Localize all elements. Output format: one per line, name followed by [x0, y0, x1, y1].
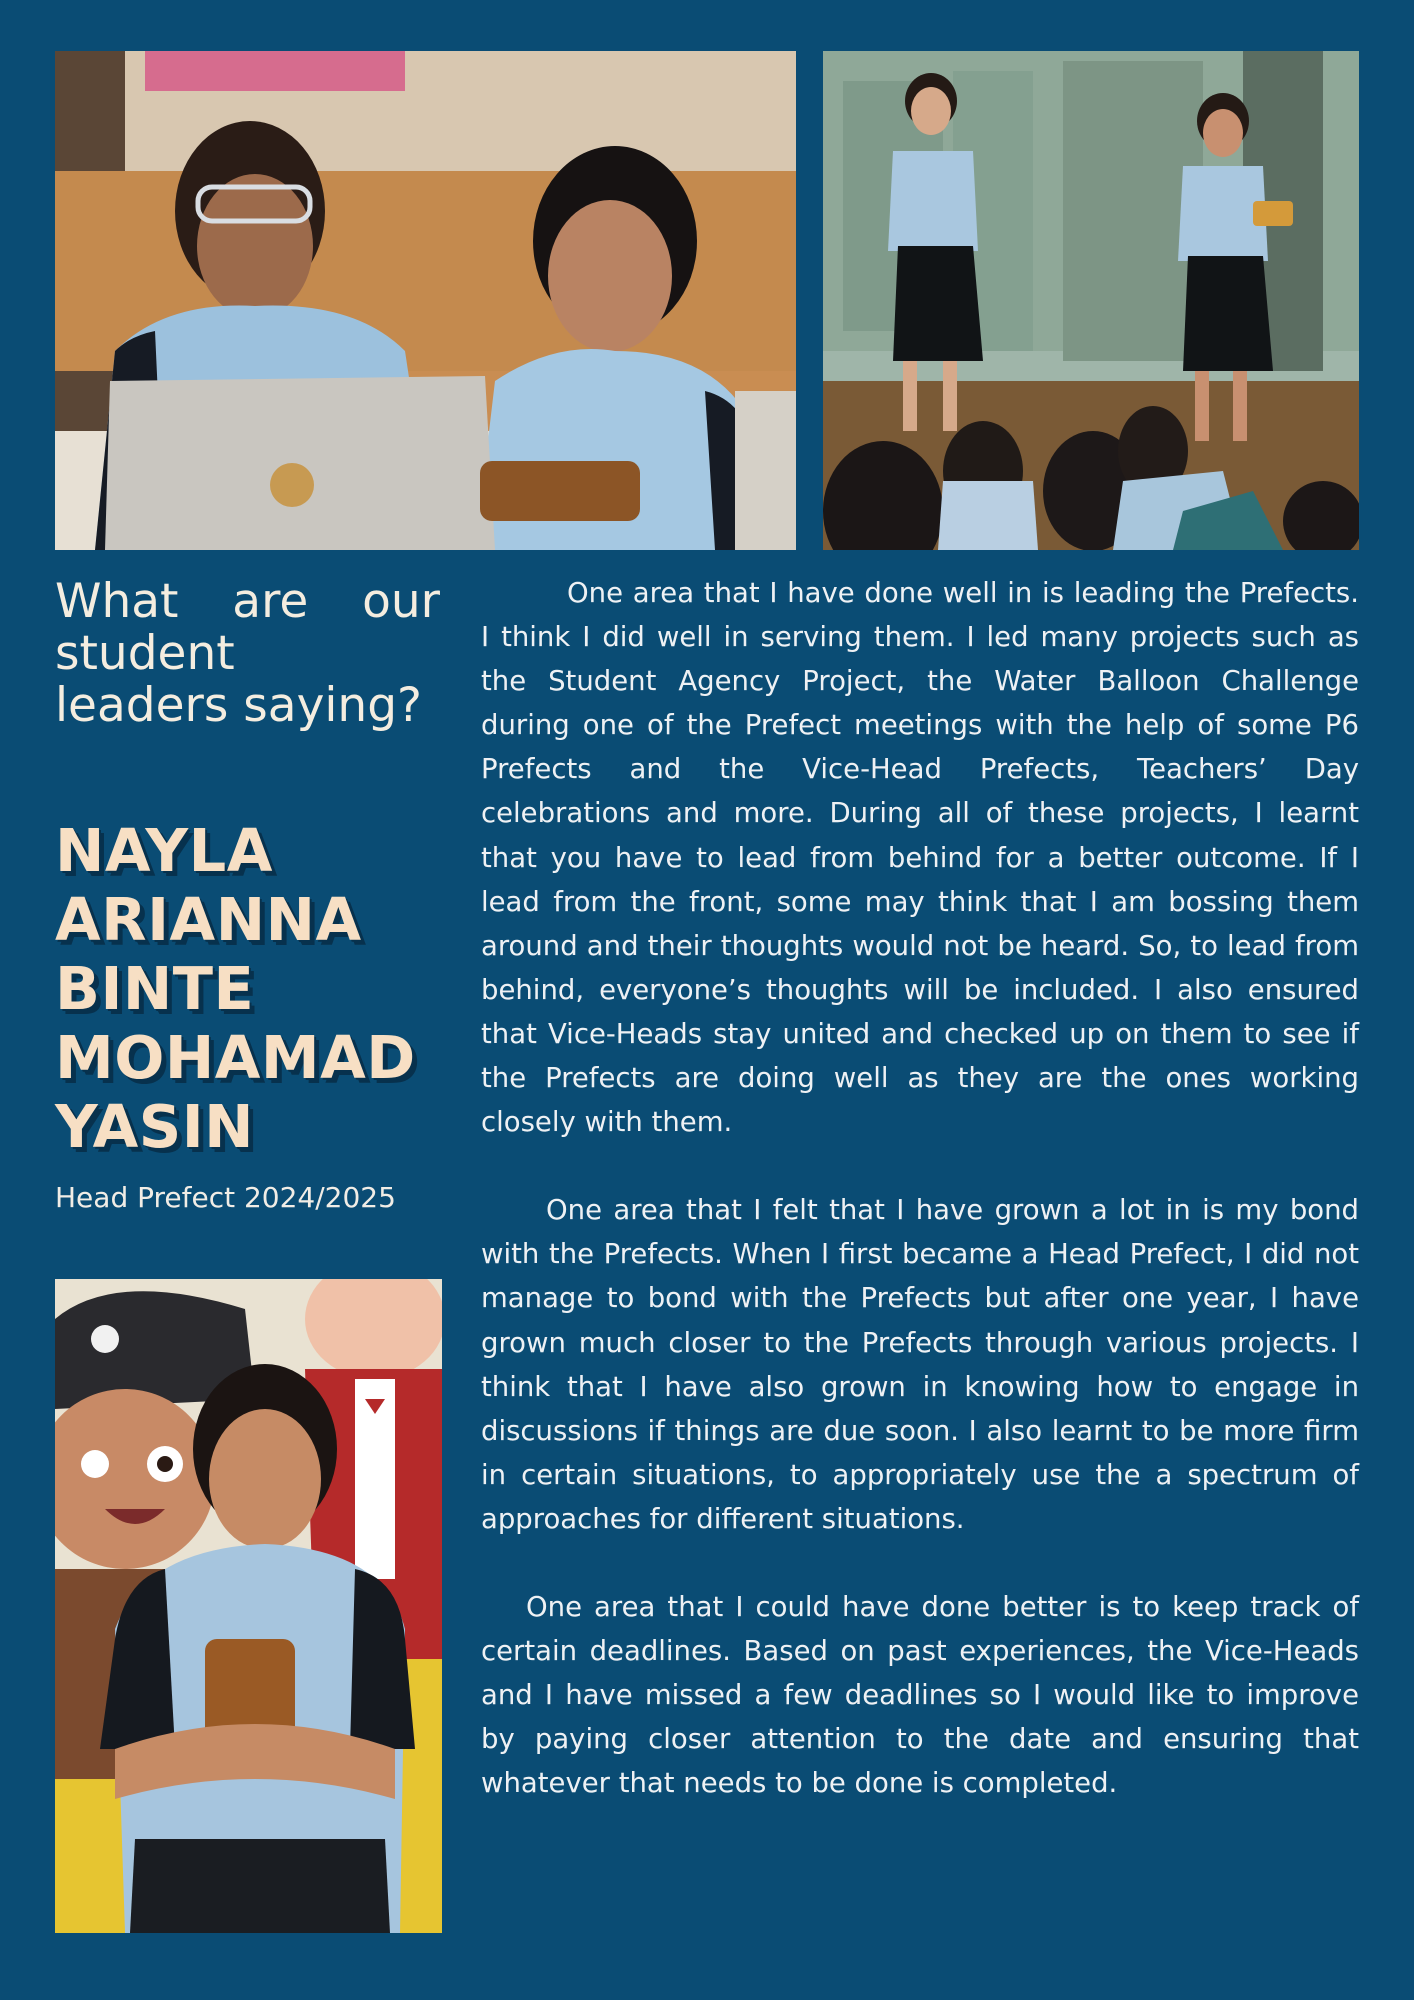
- heading-line-1: [55, 576, 440, 628]
- student-role: Head Prefect 2024/2025: [55, 1181, 396, 1214]
- photo-students-at-laptop: [55, 51, 796, 550]
- name-line: ARIANNA: [55, 885, 362, 954]
- article-paragraph: One area that I have done well in is leading the Prefects. I think I did well in serving them. I led many projects such as the Student Agency Project, the Water Balloon Challenge during one of the Prefect meetings with the help of some P6 Prefects and the Vice-Head Prefects, Teachers’ Day celebrations and more. During all of these projects, I learnt that you have to lead from behind for a better outcome. If I lead from the front, some may think that I am bossing them around and their thoughts would not be heard. So, to lead from behind, everyone’s thoughts will be included. I also ensured that Vice-Heads stay united and checked up on them to see if the Prefects are doing well as they are the ones working closely with them.: [481, 577, 1359, 1139]
- heading-line-3: leaders saying?: [55, 678, 423, 733]
- heading-line-2: student: [55, 626, 235, 681]
- name-line: YASIN: [55, 1092, 255, 1161]
- photo-students-presenting: [823, 51, 1359, 550]
- section-heading: [55, 576, 440, 732]
- name-line: NAYLA: [55, 816, 273, 885]
- heading-word: are: [232, 574, 309, 629]
- name-line: BINTE: [55, 954, 255, 1023]
- heading-word: What: [55, 574, 179, 629]
- article-body: [481, 571, 1359, 1849]
- photo-student-portrait: [55, 1279, 442, 1933]
- student-name: [55, 816, 440, 1161]
- name-line: MOHAMAD: [55, 1023, 416, 1092]
- article-paragraph: One area that I felt that I have grown a lot in is my bond with the Prefects. When I first became a Head Prefect, I did not manage to bond with the Prefects but after one year, I have grown much closer to the Prefects through various projects. I think that I have also grown in knowing how to engage in discussions if things are due soon. I also learnt to be more firm in certain situations, to appropriately use the a spectrum of approaches for different situations.: [481, 1194, 1359, 1535]
- heading-word: our: [362, 574, 440, 629]
- article-paragraph: One area that I could have done better is to keep track of certain deadlines. Based on past experiences, the Vice-Heads and I have missed a few deadlines so I would like to improve by paying closer attention to the date and ensuring that whatever that needs to be done is completed.: [481, 1590, 1359, 1800]
